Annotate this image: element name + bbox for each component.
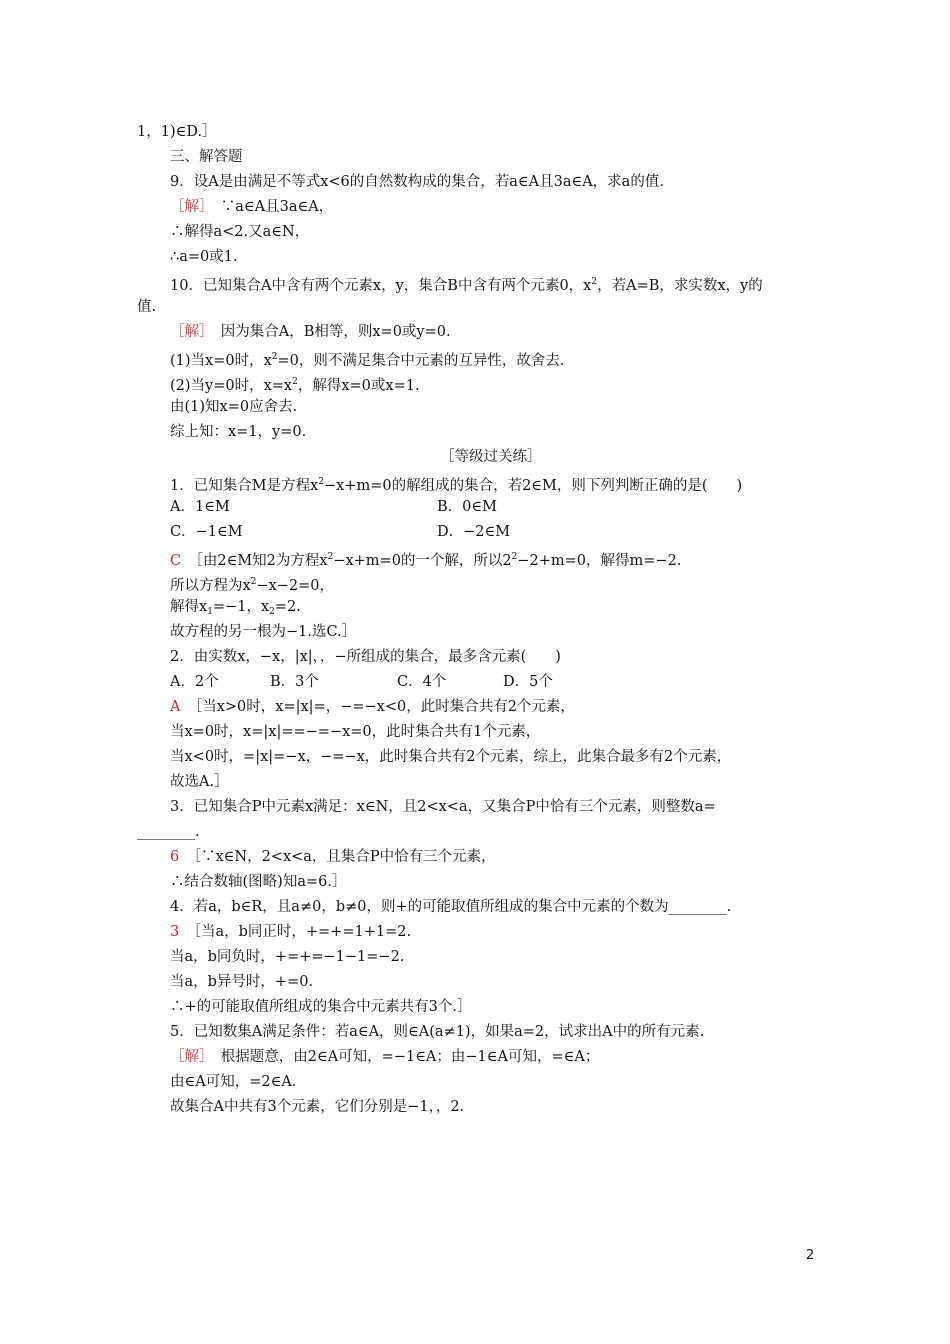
option-c: C．4个 [397,674,447,690]
question-3: 3．已知集合P中元素x满足：x∈N，且2<x<a，又集合P中恰有三个元素，则整数a= [170,799,716,815]
question-4: 4．若a，b∈R，且a≠0，b≠0，则+的可能取值所组成的集合中元素的个数为________. [170,899,732,915]
section-heading: ［等级过关练］ [440,449,542,465]
answer-letter: A [170,699,181,715]
option-a: A．1∈M [170,499,230,515]
solution-tag: ［解］ [170,324,207,340]
option-d: D．5个 [503,674,553,690]
text-line: 所以方程为$x^2-x-2=0$， [170,577,334,594]
text-line: (2)当y=0时，$x=x^2$，解得x=0或x=1. [170,377,420,394]
question-10: 10．已知集合A中含有两个元素x，y，集合B中含有两个元素0，$x^2$，若A=B，求实数x，y的 [170,277,763,294]
text-line: 由(1)知x=0应舍去. [170,399,298,415]
answer-line: 3 ［当a，b同正时，+=+=1+1=2. [170,924,412,940]
text-line: 综上知：x=1，y=0. [170,424,307,440]
section-heading: 三、解答题 [170,149,243,165]
text-line: 故方程的另一根为−1.选C.］ [170,624,357,640]
option-a: A．2个 [170,674,219,690]
answer-value: 6 [170,849,180,865]
question-2: 2．由实数x，−x，|x|，，−所组成的集合，最多含元素( ) [170,649,561,665]
page-number: 2 [806,1248,815,1263]
option-c: C．−1∈M [170,524,243,540]
text-line: 1，1)∈D.］ [137,124,217,140]
question-5: 5．已知数集A满足条件：若a∈A，则∈A(a≠1)，如果a=2，试求出A中的所有元素. [170,1024,705,1040]
question-9: 9．设A是由满足不等式x<6的自然数构成的集合，若a∈A且3a∈A，求a的值. [170,174,664,190]
text-line: 故选A.］ [170,774,229,790]
solution-tag: ［解］ [170,1049,207,1065]
solution-line: ［解］ ∵a∈A且3a∈A， [170,199,334,215]
text-line: 当a，b异号时，+=0. [170,974,314,990]
text-line: ∴a=0或1. [170,249,238,265]
text-line: 当a，b同负时，+=+=−1−1=−2. [170,949,405,965]
answer-line: 6 ［∵x∈N，2<x<a，且集合P中恰有三个元素， [170,849,496,865]
answer-value: 3 [170,924,180,940]
text-line: ∴+的可能取值所组成的集合中元素共有3个.］ [170,999,472,1015]
text-line: 由∈A可知，=2∈A. [170,1074,297,1090]
solution-line: ［解］ 因为集合A，B相等，则x=0或y=0. [170,324,451,340]
option-d: D．−2∈M [437,524,511,540]
solution-line: ［解］ 根据题意，由2∈A可知，=−1∈A；由−1∈A可知，=∈A； [170,1049,600,1065]
text-line: ∴解得a<2.又a∈N， [170,224,310,240]
answer-line: A ［当x>0时，x=|x|=，−=−x<0，此时集合共有2个元素， [170,699,575,715]
answer-blank: ________. [137,824,200,840]
text-line: (1)当x=0时，$x^2=0$，则不满足集合中元素的互异性，故舍去. [170,352,565,369]
option-b: B．3个 [270,674,319,690]
answer-letter: C [170,553,182,569]
solution-tag: ［解］ [170,199,207,215]
answer-line: C ［由2∈M知2为方程$x^2-x+m=0$的一个解，所以$2^2-2+m=0$，解得m=−2. [170,552,682,569]
text-line: 解得$x_1=-1$，$x_2=2$. [170,599,301,617]
option-b: B．0∈M [437,499,497,515]
question-1: 1．已知集合M是方程$x^2-x+m=0$的解组成的集合，若2∈M，则下列判断正确的是( ) [170,477,743,494]
text-line: 当x=0时，x=|x|==−=−x=0，此时集合共有1个元素， [170,724,541,740]
text-line: 故集合A中共有3个元素，它们分别是−1，，2. [170,1099,465,1115]
text-line: ∴结合数轴(图略)知a=6.］ [170,874,347,890]
text-line: 当x<0时，=|x|=−x，−=−x，此时集合共有2个元素，综上，此集合最多有2个元素， [170,749,732,765]
text-line: 值. [137,299,157,315]
